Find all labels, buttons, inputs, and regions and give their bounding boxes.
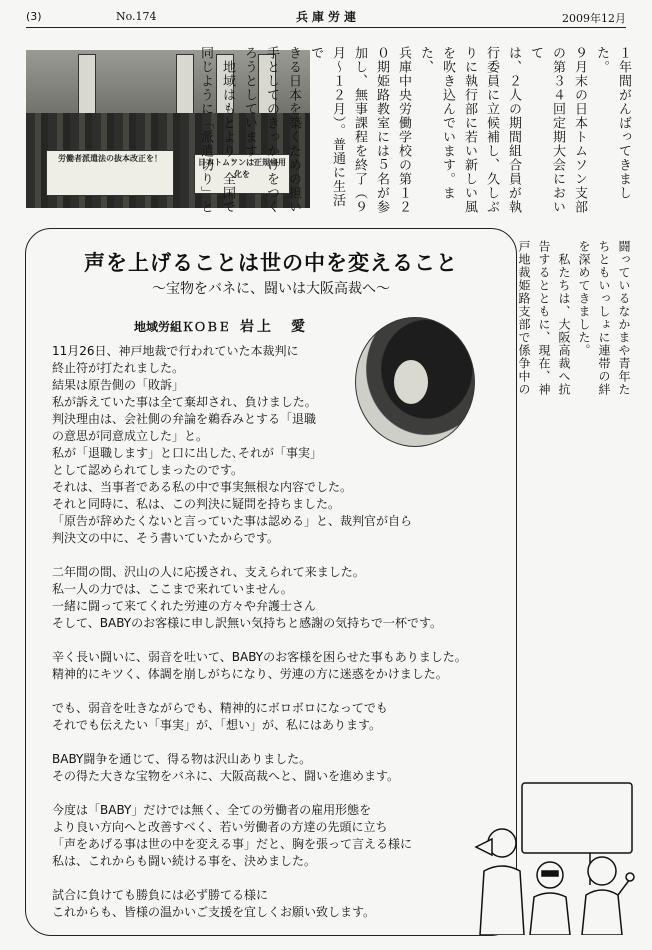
vertical-text-line: 手としてのきっかけをつく — [264, 46, 279, 214]
protest-cartoon-illustration — [470, 775, 636, 935]
article-line: それでも伝えたい「事実」が、「想い」が、私にはあります。 — [52, 718, 382, 732]
vertical-text-line: 月〜１２月）。普通に生活で — [308, 46, 345, 208]
vertical-text-line: 行委員に立候補し、久しぶ — [484, 46, 499, 214]
paragraph-gap — [52, 632, 502, 649]
page-number: (3) — [26, 10, 42, 23]
cartoon-sign — [522, 783, 632, 853]
vertical-text-line: 兵庫中央労働学校の第１２ — [396, 46, 411, 214]
article-line: の意思が同意成立した」と。 — [52, 429, 209, 443]
article-line: これからも、皆様の温かいご支援を宜しくお願い致します。 — [52, 905, 376, 919]
article-line: 判決理由は、会社側の弁論を鵜呑みとする「退職 — [52, 412, 317, 426]
article-line: その得た大きな宝物をバネに、大阪高裁へと、闘いを進めます。 — [52, 769, 400, 783]
vertical-text-line: １年間がんばってきました。 — [594, 46, 631, 200]
article-headline: 声を上げることは世の中を変えること — [84, 251, 458, 275]
vertical-text-line: は、２人の期間組合員が執 — [506, 46, 521, 214]
article-line: 「原告が辞めたくないと言っていた事は認める」と、裁判官が自ら — [52, 514, 413, 528]
article-line: として認められてしまったのです。 — [52, 463, 244, 477]
article-line: それと同時に、私は、この判決に疑問を持ちました。 — [52, 497, 341, 511]
header-rule — [26, 27, 626, 28]
issue-number: No.174 — [116, 10, 157, 23]
paragraph-gap — [52, 870, 502, 887]
article-line: 試合に負けても勝負には必ず勝てる様に — [52, 888, 269, 902]
article-line: 判決文の中に、そう書いていたからです。 — [52, 531, 279, 545]
article-line: 11月26日、神戸地裁で行われていた本裁判に — [52, 344, 299, 358]
vertical-text-line: 加し、無事課程を終了（９ — [352, 46, 367, 214]
article-line: 精神的にキツく、体調を崩しがちになり、労連の方に迷惑をかけました。 — [52, 667, 448, 681]
paragraph-gap — [52, 785, 502, 802]
vertical-text-line: 同じように「派遣切り」と — [198, 46, 213, 214]
vertical-text-line: ９月末の日本トムソン支部 — [572, 46, 587, 214]
article-line: 今度は「BABY」だけでは無く、全ての労働者の雇用形態を — [52, 803, 372, 817]
vertical-text-line: 地域はもとより、全国で — [220, 46, 235, 214]
author-name: 岩上 愛 — [240, 319, 309, 335]
vertical-text-line: 闘っているなかまや青年た — [617, 240, 631, 396]
issue-date: 2009年12月 — [562, 12, 626, 25]
article-line: 結果は原告側の「敗訴」 — [52, 378, 185, 392]
vertical-text-line: りに執行部に若い新しい風 — [462, 46, 477, 214]
paragraph-gap — [52, 734, 502, 751]
article-line: BABY闘争を通じて、得る物は沢山ありました。 — [52, 752, 312, 766]
vertical-text-line: ０期姫路教室には５名が参 — [374, 46, 389, 214]
cartoon-figure-right-head — [588, 857, 616, 885]
article-line: 終止符が打たれました。 — [52, 361, 185, 375]
vertical-text-line: ろうとしています。 — [242, 46, 257, 172]
vertical-text-line: を深めてきました。 — [577, 240, 591, 357]
feature-article-box — [25, 228, 517, 936]
article-line: 一緒に闘って来てくれた労連の方々や弁護士さん — [52, 599, 317, 613]
newsletter-title: 兵庫労連 — [296, 10, 361, 24]
article-continuation-right — [517, 240, 634, 740]
article-subtitle: 〜宝物をバネに、闘いは大阪高裁へ〜 — [152, 281, 390, 297]
vertical-text-line: を吹き込んでいます。また、 — [418, 46, 455, 200]
article-line: それは、当事者である私の中で事実無根な内容でした。 — [52, 480, 353, 494]
banner-right: 日本トムソンは正規雇用化を — [194, 154, 290, 194]
article-line: 辛く長い闘いに、弱音を吐いて、BABYのお客様を困らせた事もありました。 — [52, 650, 467, 664]
article-line: 私は、これからも闘い続ける事を、決めました。 — [52, 854, 317, 868]
article-line: 二年間の間、沢山の人に応援され、支えられて来ました。 — [52, 565, 365, 579]
article-line: でも、弱音を吐きながらでも、精神的にボロボロになってでも — [52, 701, 388, 715]
article-line: そして、BABYのお客様に申し訳無い気持ちと感謝の気持ちで一杯です。 — [52, 616, 443, 630]
vertical-text-line: 告するとともに、現在、神 — [537, 240, 551, 396]
vertical-text-line: きる日本を築くための担い — [286, 46, 301, 214]
vertical-text-line: の第３４回定期大会において — [528, 46, 565, 214]
vertical-text-line: ちともいっしょに連帯の絆 — [597, 240, 611, 396]
paragraph-gap — [52, 547, 502, 564]
article-line: 「声をあげる事は世の中を変える事」だと、胸を張って言える様に — [52, 837, 413, 851]
author-organization: 地域労組ＫＯＢＥ — [134, 320, 231, 334]
article-line: 私が「退職します」と口に出した､それが「事実」 — [52, 446, 323, 460]
banner-left: 労働者派遣法の抜本改正を！ — [46, 150, 174, 196]
vertical-text-line: 私たちは、大阪高裁へ抗 — [557, 240, 571, 396]
article-line: 私一人の力では、ここまで来れていません。 — [52, 582, 293, 596]
vertical-text-line: 戸地裁姫路支部で係争中の — [517, 240, 531, 396]
article-line: より良い方向へと改善すべく、若い労働者の方達の先頭に立ち — [52, 820, 388, 834]
paragraph-gap — [52, 683, 502, 700]
article-body — [52, 343, 502, 921]
page-header — [26, 8, 626, 26]
article-line: 私が訴えていた事は全て棄却され、負けました。 — [52, 395, 317, 409]
article-byline — [134, 316, 308, 336]
